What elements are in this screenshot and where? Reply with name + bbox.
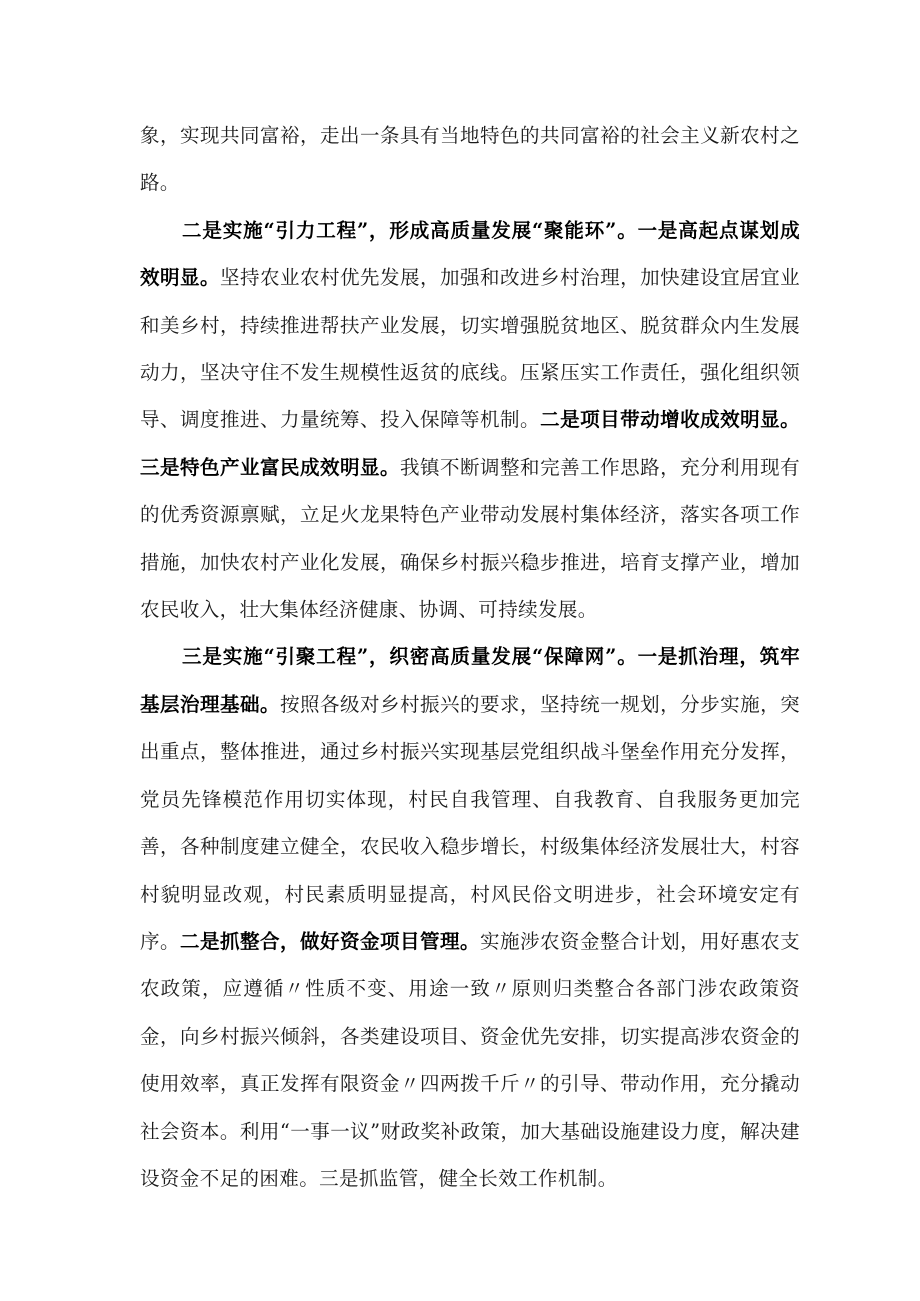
paragraph-cohesion-project	[140, 633, 800, 1202]
bold-heading-run: 二是实施“引力工程”，形成高质量发展“聚能环”。	[182, 218, 638, 242]
body-text-run: 象，实现共同富裕，走出一条具有当地特色的共同富裕的社会主义新农村之路。	[140, 124, 800, 195]
body-text-run: 我镇不断调整和完善工作思路，充分利用现有的优秀资源禀赋，立足火龙果特色产业带动发展村集体经济，落实各项工作措施，加快农村产业化发展，确保乡村振兴稳步推进，培育支撑产业，增加农民收入，壮大集体经济健康、协调、可持续发展。	[140, 455, 800, 622]
paragraph-continuation	[140, 112, 800, 207]
bold-heading-run: 一是抓治理，筑牢基层治理基础。	[140, 645, 800, 716]
bold-heading-run: 三是实施“引聚工程”，织密高质量发展“保障网”。	[182, 645, 638, 669]
body-text-run: 按照各级对乡村振兴的要求，坚持统一规划，分步实施，突出重点，整体推进，通过乡村振兴实现基层党组织战斗堡垒作用充分发挥，党员先锋模范作用切实体现，村民自我管理、自我教育、自我服务更加完善，各种制度建立健全，农民收入稳步增长，村级集体经济发展壮大，村容村貌明显改观，村民素质明显提高，村风民俗文明进步，社会环境安定有序。	[140, 692, 800, 953]
document-page	[140, 112, 800, 1202]
bold-heading-run: 一是高起点谋划成效明显。	[140, 218, 800, 290]
bold-heading-run: 二是抓整合，做好资金项目管理。	[180, 929, 481, 953]
bold-heading-run: 二是项目带动增收成效明显。三是特色产业富民成效明显。	[140, 408, 800, 479]
body-text-run: 坚持农业农村优先发展，加强和改进乡村治理，加快建设宜居宜业和美乡村，持续推进帮扶产业发展，切实增强脱贫地区、脱贫群众内生发展动力，坚决守住不发生规模性返贫的底线。压紧压实工作责任，强化组织领导、调度推进、力量统筹、投入保障等机制。	[140, 266, 800, 432]
body-text-run: 实施涉农资金整合计划，用好惠农支农政策，应遵循〃性质不变、用途一致〃原则归类整合各部门涉农政策资金，向乡村振兴倾斜，各类建设项目、资金优先安排，切实提高涉农资金的使用效率，真正发挥有限资金〃四两拨千斤〃的引导、带动作用，充分撬动社会资本。利用“一事一议”财政奖补政策，加大基础设施建设力度，解决建设资金不足的困难。三是抓监管，健全长效工作机制。	[140, 929, 800, 1190]
paragraph-gravity-project	[140, 207, 800, 634]
